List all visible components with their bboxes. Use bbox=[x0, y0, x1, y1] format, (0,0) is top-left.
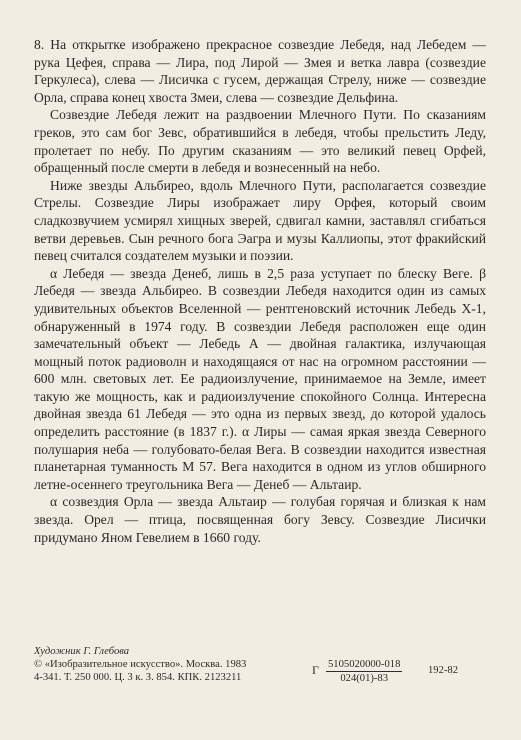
code-denominator: 024(01)-83 bbox=[340, 673, 389, 684]
imprint bbox=[34, 645, 494, 684]
paragraph-cygnus-legend: Созвездие Лебедя лежит на раздвоении Млечного Пути. По сказаниям греков, это сам бог Зевс, обратившийся в лебедя, чтобы прельстить Леду, пролетает по небу. По другим сказаниям — это великий певец Орфей, обращенный после смерти в лебедя и вознесенный на небо. bbox=[34, 107, 486, 176]
code-letter: Г bbox=[312, 663, 319, 677]
code-numerator: 5105020000-018 bbox=[328, 659, 401, 670]
artist-credit: Художник Г. Глебова bbox=[34, 646, 130, 657]
paragraph-lyra: Ниже звезды Альбирео, вдоль Млечного Пути, располагается созвездие Стрелы. Созвездие Лиры изображает лиру Орфея, который своим сладкозвучием усмирял хищных зверей, сдвигал камни, заставлял сгибаться ветви деревьев. Сын речного бога Эагра и музы Каллиопы, этот фракийский певец считался создателем музыки и поэзии. bbox=[34, 177, 486, 264]
code-fraction bbox=[326, 658, 402, 685]
code-side: 192-82 bbox=[428, 665, 459, 676]
publisher-line: © «Изобразительное искусство». Москва. 1983 bbox=[34, 659, 247, 670]
description-text bbox=[34, 36, 486, 546]
print-details: 4-341. Т. 250 000. Ц. 3 к. З. 854. КПК. 2123211 bbox=[34, 672, 242, 683]
paragraph-intro: 8. На открытке изображено прекрасное созвездие Лебедя, над Лебедем — рука Цефея, справа — Лира, под Лирой — Змея и ветка лавра (созвездие Геркулеса), слева — Лисичка с гусем, держащая Стрелу, ниже — созвездие Орла, справа конец хвоста Змеи, слева — созвездие Дельфина. bbox=[34, 37, 486, 105]
paragraph-aquila: α созвездия Орла — звезда Альтаир — голубая горячая и близкая к нам звезда. Орел — птица, посвященная богу Зевсу. Созвездие Лисички придумано Яном Гевелием в 1660 году. bbox=[34, 494, 486, 545]
paragraph-stars: α Лебедя — звезда Денеб, лишь в 2,5 раза уступает по блеску Веге. β Лебедя — звезда Альбирео. В созвездии Лебедя находится один из самых удивительных объектов Вселенной — рентгеновский источник Лебедь X-1, обнаруженный в 1974 году. В созвездии Лебедя расположен еще один замечательный объект — Лебедь А — двойная галактика, излучающая мощный поток радиоволн и находящаяся от нас на огромном расстоянии — 600 млн. световых лет. Ее радиоизлучение, принимаемое на Земле, имеет такую же мощность, как и радиоизлучение спокойного Солнца. Интересна двойная звезда 61 Лебедя — это одна из первых звезд, до которой удалось определить расстояние (в 1837 г.). α Лиры — самая яркая звезда Северного полушария неба — голубовато-белая Вега. В созвездии находится известная планетарная туманность М 57. Вега находится в одном из углов обширного летне-осеннего треугольника Вега — Денеб — Альтаир. bbox=[34, 265, 486, 492]
